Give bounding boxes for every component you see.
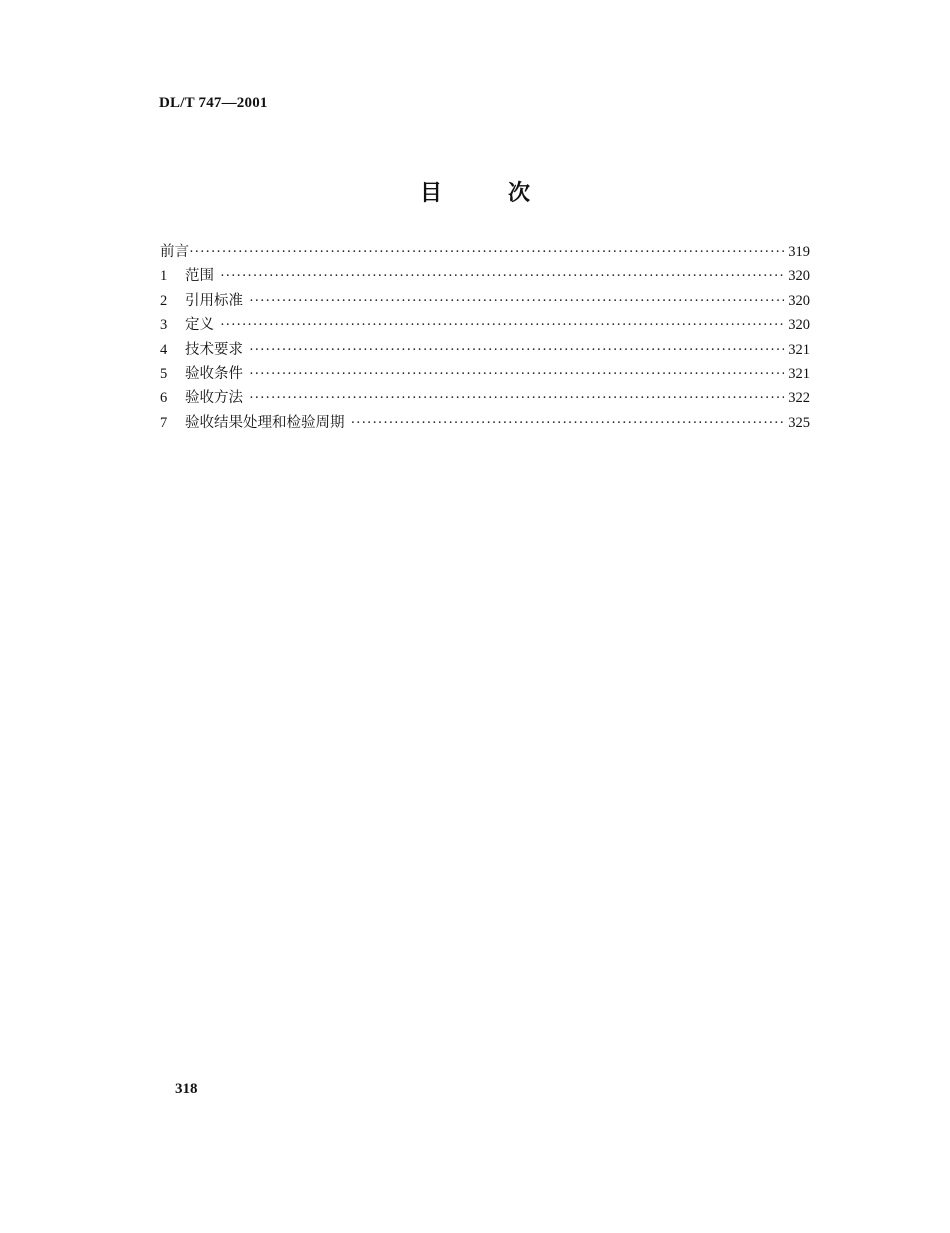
toc-entry-references[interactable] — [160, 289, 810, 313]
toc-entry-text: 技术要求 — [185, 341, 243, 358]
toc-leader-dots — [249, 342, 784, 359]
toc-entry-page: 320 — [788, 268, 810, 285]
toc-heading-char-1: 目 — [419, 181, 442, 206]
toc-entry-number: 3 — [160, 317, 168, 334]
toc-leader-dots — [249, 390, 784, 407]
toc-entry-text: 验收条件 — [185, 365, 243, 382]
toc-leader-dots — [220, 317, 784, 334]
standard-code-header: DL/T 747—2001 — [159, 95, 268, 111]
toc-entry-page: 321 — [788, 341, 810, 358]
toc-entry-text: 范围 — [185, 268, 214, 285]
toc-leader-dots — [249, 293, 784, 310]
table-of-contents — [160, 240, 810, 435]
toc-heading — [0, 176, 950, 207]
toc-entry-acceptance-methods[interactable] — [160, 386, 810, 410]
toc-leader-dots — [189, 244, 784, 261]
toc-entry-page: 319 — [788, 244, 810, 260]
toc-entry-text: 定义 — [185, 317, 214, 334]
toc-entry-number: 7 — [160, 414, 168, 431]
toc-entry-page: 322 — [788, 390, 810, 407]
toc-entry-definitions[interactable] — [160, 313, 810, 337]
toc-entry-text: 验收结果处理和检验周期 — [185, 414, 345, 431]
toc-entry-number: 6 — [160, 390, 168, 407]
toc-entry-acceptance-conditions[interactable] — [160, 362, 810, 386]
toc-entry-page: 325 — [788, 414, 810, 431]
toc-leader-dots — [220, 268, 784, 285]
toc-entry-number: 5 — [160, 365, 168, 382]
toc-entry-text: 前言 — [160, 244, 189, 260]
toc-entry-number: 2 — [160, 292, 168, 309]
toc-leader-dots — [249, 366, 784, 383]
toc-leader-dots — [351, 415, 785, 432]
toc-entry-technical-requirements[interactable] — [160, 338, 810, 362]
toc-entry-page: 321 — [788, 365, 810, 382]
toc-entry-text: 验收方法 — [185, 390, 243, 407]
toc-entry-scope[interactable] — [160, 264, 810, 288]
toc-entry-preface[interactable] — [160, 240, 810, 264]
toc-heading-char-2: 次 — [508, 181, 531, 206]
toc-entry-page: 320 — [788, 317, 810, 334]
toc-entry-text: 引用标准 — [185, 292, 243, 309]
toc-entry-page: 320 — [788, 292, 810, 309]
toc-entry-number: 1 — [160, 268, 168, 285]
toc-entry-number: 4 — [160, 341, 168, 358]
toc-entry-results-and-inspection-cycle[interactable] — [160, 411, 810, 435]
page-number: 318 — [175, 1081, 198, 1097]
